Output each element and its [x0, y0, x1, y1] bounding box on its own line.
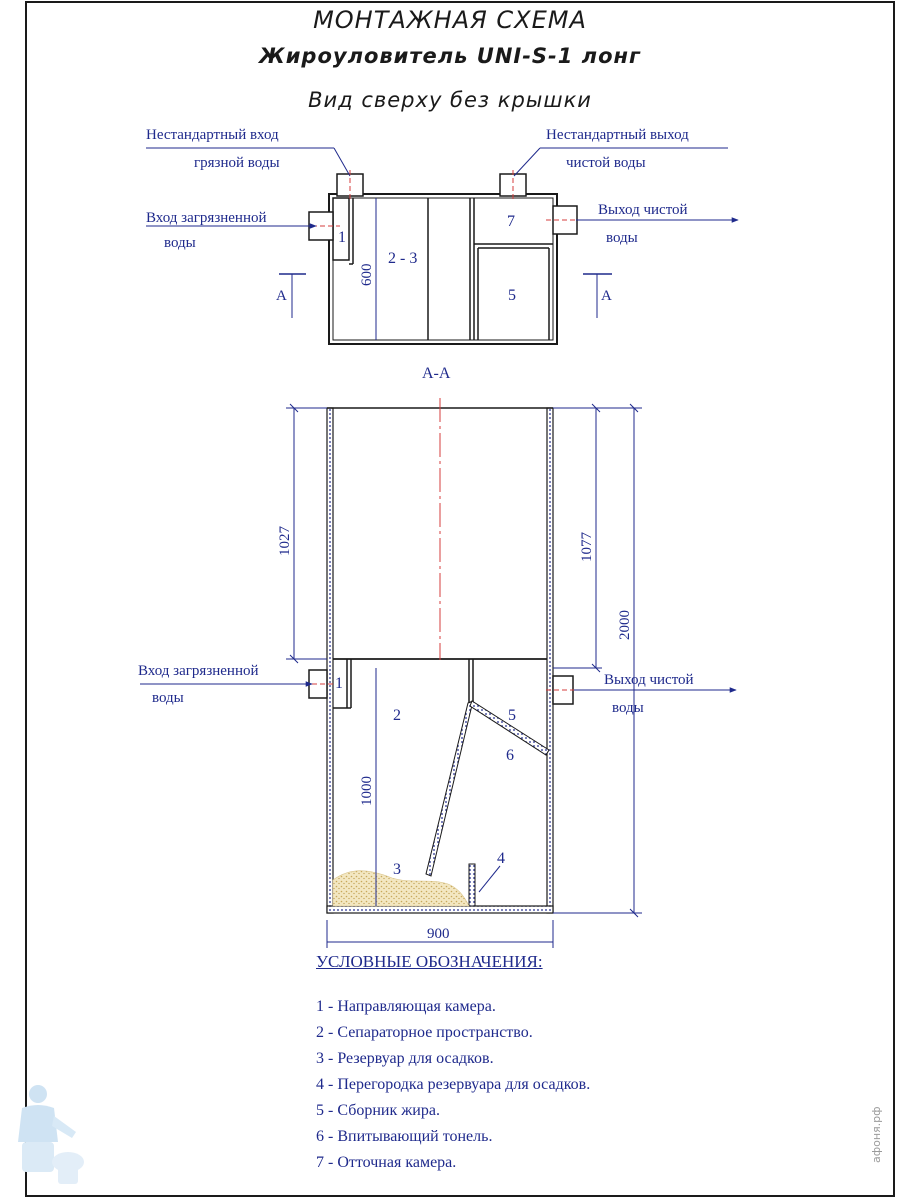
label-nonstandard-outlet-2: чистой воды: [566, 155, 646, 171]
legend-item-2: 2 - Сепараторное пространство.: [316, 1024, 533, 1041]
zone-top-7: 7: [507, 213, 515, 230]
zone-section-6: 6: [506, 747, 514, 764]
section-view: [138, 365, 736, 948]
zone-top-2-3: 2 - 3: [388, 250, 418, 267]
label-nonstandard-inlet-2: грязной воды: [194, 155, 280, 171]
wall-left: [327, 408, 333, 913]
dim-1000: 1000: [359, 776, 375, 806]
legend-list: [316, 994, 590, 1176]
plumber-mascot-icon: [8, 1080, 88, 1190]
zone-section-1: 1: [335, 675, 343, 692]
zone-section-3: 3: [393, 861, 401, 878]
absorbing-tunnel: [426, 701, 473, 876]
label-nonstandard-outlet-1: Нестандартный выход: [546, 127, 689, 143]
legend-item-5: 5 - Сборник жира.: [316, 1102, 440, 1119]
zone-section-5: 5: [508, 707, 516, 724]
label-top-inlet-1: Вход загрязненной: [146, 210, 267, 226]
label-section-outlet-2: воды: [612, 700, 644, 716]
page-title: МОНТАЖНАЯ СХЕМА: [313, 6, 587, 34]
wall-right: [547, 408, 553, 913]
section-mark-left: А: [276, 288, 287, 304]
top-view: [146, 127, 738, 344]
product-name: Жироуловитель UNI-S-1 лонг: [259, 44, 641, 68]
legend-item-3: 3 - Резервуар для осадков.: [316, 1050, 494, 1067]
top-nonstandard-inlet-pipe: [337, 174, 363, 196]
dim-2000: 2000: [617, 610, 633, 640]
sediment: [333, 871, 469, 906]
legend-item-1: 1 - Направляющая камера.: [316, 998, 496, 1015]
zone-top-1: 1: [338, 229, 346, 246]
legend-item-7: 7 - Отточная камера.: [316, 1154, 457, 1171]
label-section-inlet-1: Вход загрязненной: [138, 663, 259, 679]
section-mark-right: А: [601, 288, 612, 304]
top-nonstandard-outlet-pipe: [500, 174, 526, 196]
watermark: афоня.рф: [870, 1106, 883, 1164]
legend-title: УСЛОВНЫЕ ОБОЗНАЧЕНИЯ:: [316, 952, 543, 971]
label-section-outlet-1: Выход чистой: [604, 672, 694, 688]
tank-bottom: [327, 906, 553, 913]
zone-section-4: 4: [497, 850, 505, 867]
label-section-inlet-2: воды: [152, 690, 184, 706]
dim-1077: 1077: [579, 532, 595, 562]
sediment-partition: [469, 864, 475, 906]
label-top-inlet-2: воды: [164, 235, 196, 251]
zone-top-5: 5: [508, 287, 516, 304]
label-top-outlet-2: воды: [606, 230, 638, 246]
section-title: А-А: [422, 365, 451, 382]
dim-1027: 1027: [277, 526, 293, 556]
dim-900: 900: [427, 926, 450, 942]
zone-section-2: 2: [393, 707, 401, 724]
legend-item-6: 6 - Впитывающий тонель.: [316, 1128, 493, 1145]
label-top-outlet-1: Выход чистой: [598, 202, 688, 218]
legend-item-4: 4 - Перегородка резервуара для осадков.: [316, 1076, 591, 1093]
label-nonstandard-inlet-1: Нестандартный вход: [146, 127, 279, 143]
dim-top-600: 600: [359, 263, 375, 286]
view-caption: Вид сверху без крышки: [308, 88, 592, 112]
